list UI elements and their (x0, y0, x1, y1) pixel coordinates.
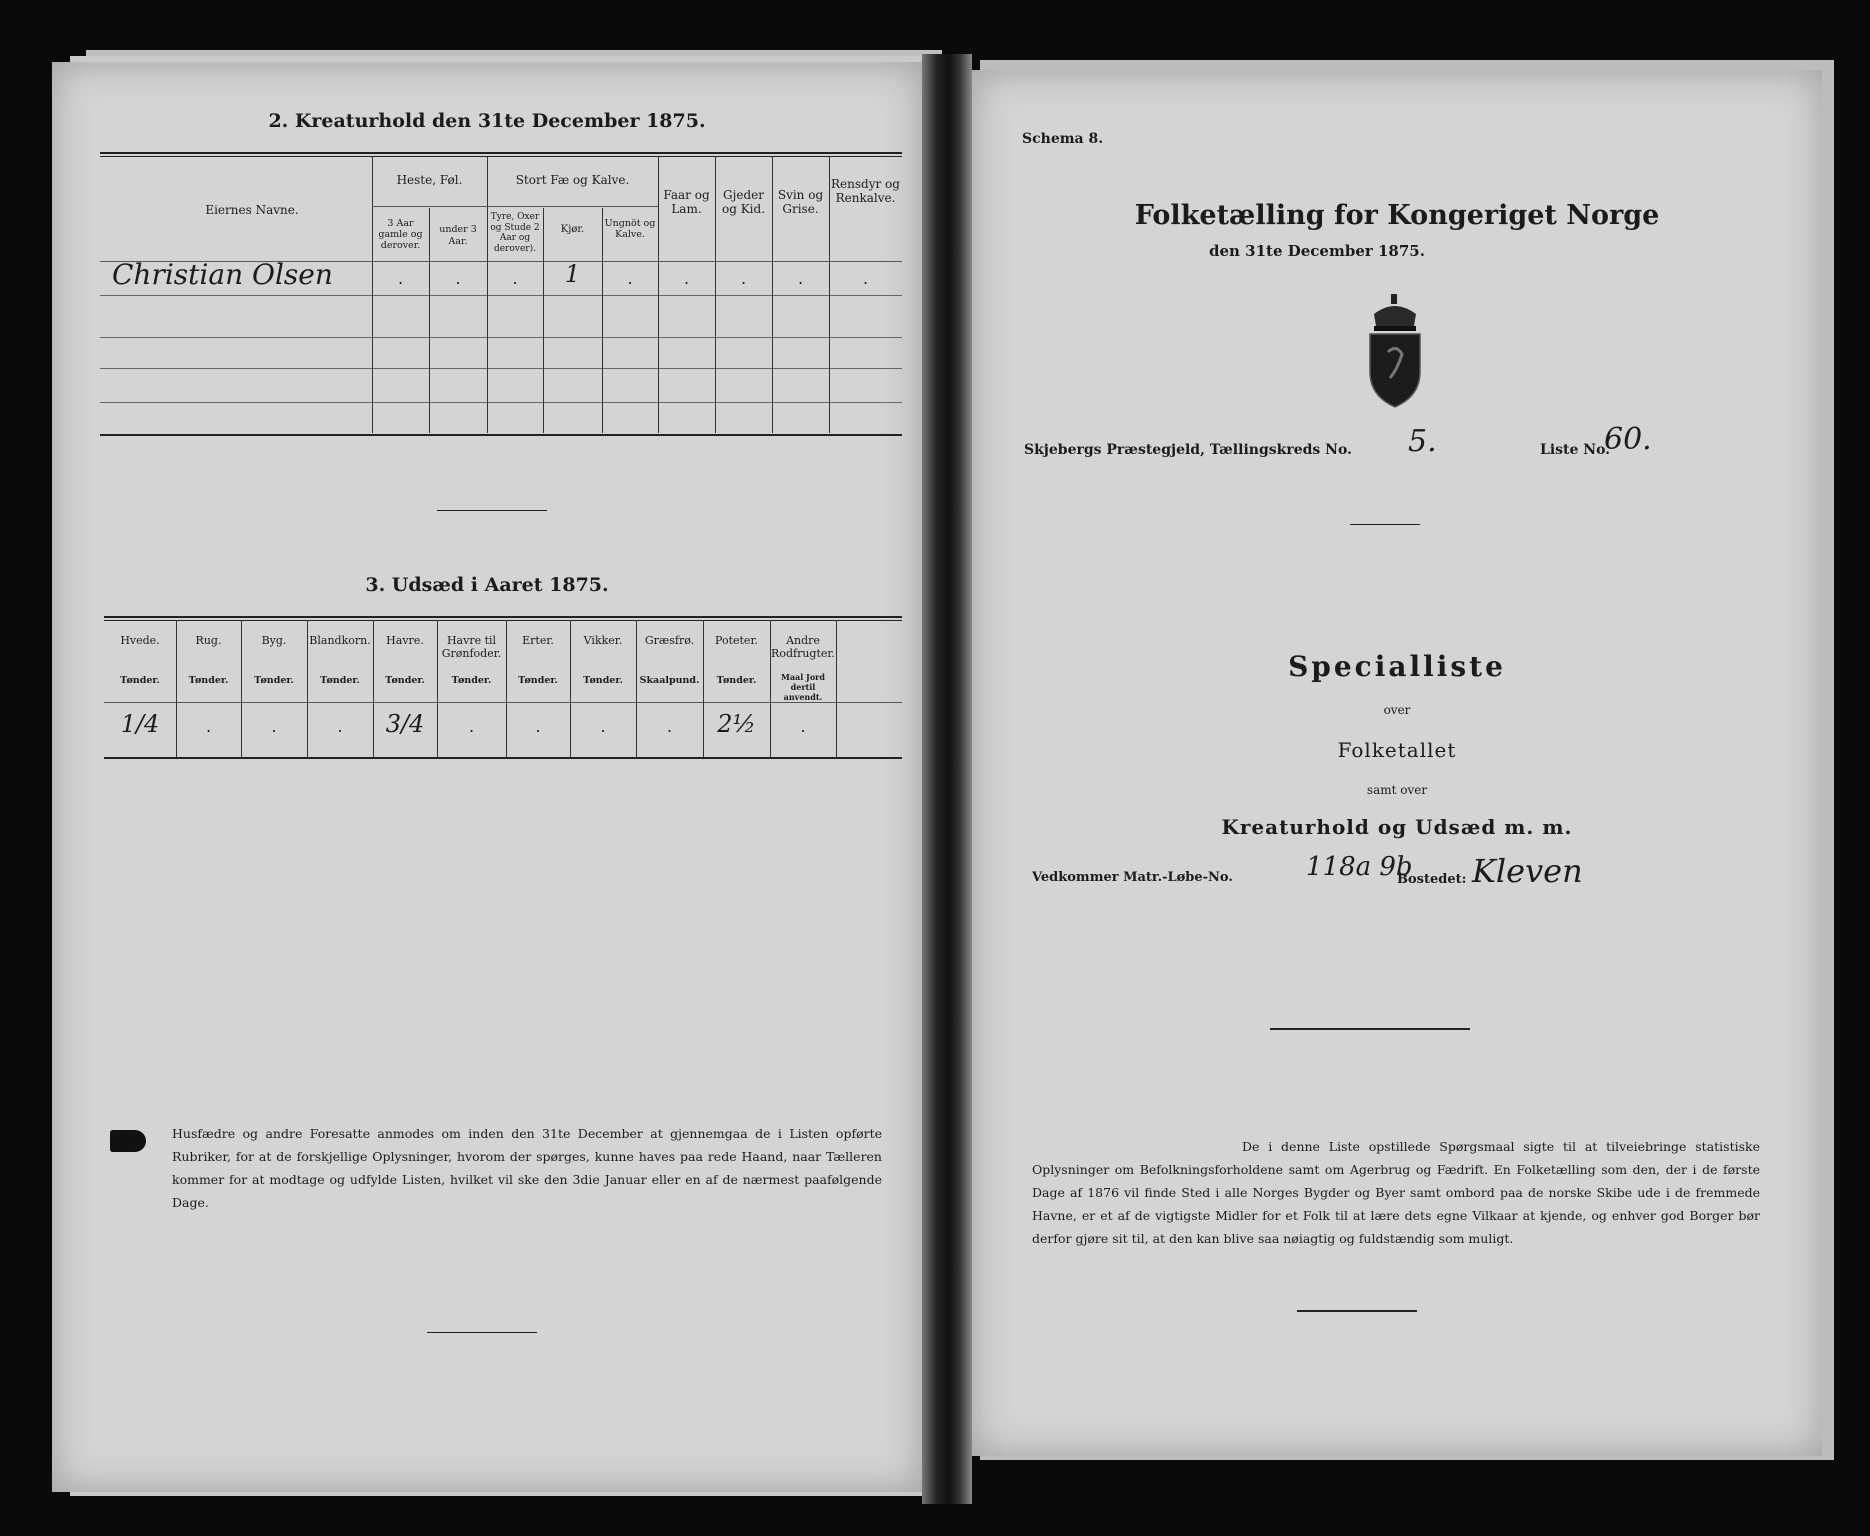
seed-header-unit: Skaalpund. (639, 675, 700, 686)
seed-value: . (666, 717, 673, 736)
right-page (972, 70, 1822, 1456)
section3-title: 3. Udsæd i Aaret 1875. (365, 574, 609, 596)
seed-value: . (468, 717, 475, 736)
header-heste: Heste, Føl. (396, 173, 463, 187)
value-cell: . (627, 269, 633, 288)
seed-header-unit: Tønder. (716, 675, 757, 686)
pointing-hand-icon (110, 1130, 146, 1152)
seed-header-name: Vikker. (583, 634, 623, 647)
divider (1297, 1310, 1417, 1312)
value-cell: 1 (564, 260, 581, 288)
seed-header-unit: Tønder. (583, 675, 623, 686)
value-cell: . (797, 269, 804, 288)
seed-header-unit: Tønder. (188, 675, 229, 686)
page-title: Folketælling for Kongeriget Norge (1134, 200, 1660, 231)
header-ungnot: Ungnöt og Kalve. (604, 218, 656, 240)
folketallet-text: Folketallet (1337, 738, 1457, 762)
seed-value: . (535, 717, 541, 736)
prestegjeld-label: Skjebergs Præstegjeld, Tællingskreds No. (1024, 442, 1352, 458)
seed-value: . (800, 717, 806, 736)
header-rensdyr: Rensdyr og Renkalve. (831, 177, 900, 205)
kreds-number: 5. (1408, 424, 1437, 459)
value-cell: . (512, 269, 518, 288)
seed-value: . (205, 717, 212, 736)
schema-label: Schema 8. (1022, 131, 1104, 147)
seed-header-name: Byg. (261, 634, 287, 647)
liste-label: Liste No. (1540, 442, 1611, 458)
seed-header-name: Erter. (522, 634, 554, 647)
seed-header-name: Rug. (195, 634, 222, 647)
bosted-label: Bostedet: (1397, 872, 1467, 887)
seed-value: 2½ (717, 710, 756, 738)
seed-header-name: Blandkorn. (309, 634, 371, 647)
seed-value: . (271, 717, 277, 736)
seed-value: . (600, 717, 606, 736)
seed-header-unit: Tønder. (451, 675, 492, 686)
divider (427, 1332, 537, 1333)
divider (437, 510, 547, 511)
seed-value: . (337, 717, 343, 736)
divider (1270, 1028, 1470, 1030)
seed-header-name: Hvede. (120, 634, 160, 647)
header-gjeder: Gjeder og Kid. (721, 188, 766, 216)
header-owner: Eiernes Navne. (205, 203, 299, 217)
kreaturhold-text: Kreaturhold og Udsæd m. m. (1221, 815, 1573, 839)
over-text: over (1383, 703, 1411, 717)
seed-header-name: Havre. (386, 634, 424, 647)
book-spine (922, 54, 972, 1504)
seed-header-name: Græsfrø. (644, 634, 695, 647)
seed-value: 3/4 (385, 710, 425, 738)
notice-text: Husfædre og andre Foresatte anmodes om inden den 31te December at gjennemgaa de i Listen opførte Rubriker, for at de forskjellige Oplysninger, hvorom der spørges, kunne haves paa rede Haand, naar Tælleren kommer for at modtage og udfylde Listen, hvilket vil ske den 3die Januar eller en af de nærmest paafølgende Dage. (172, 1126, 882, 1210)
info-paragraph: De i denne Liste opstillede Spørgsmaal sigte til at tilveiebringe statistiske Oplysninger om Befolkningsforholdene samt om Agerbrug og Fædrift. En Folketælling som den, der i de første Dage af 1876 vil finde Sted i alle Norges Bygder og Byer samt ombord paa de norske Skibe ude i de fremmede Havne, er et af de vigtigste Midler for et Folk til at lære dets egne Vilkaar at kjende, og enhver god Borger bør derfor gjøre sit til, at den kan blive saa nøiagtig og fuldstændig som muligt. (1032, 1139, 1760, 1246)
samt-over-text: samt over (1366, 783, 1428, 797)
header-tyre: Tyre, Oxer og Stude 2 Aar og derover). (490, 212, 540, 254)
value-cell: . (862, 269, 869, 288)
matr-label: Vedkommer Matr.-Løbe-No. (1032, 870, 1233, 885)
liste-number: 60. (1604, 422, 1652, 457)
header-kjor: Kjør. (560, 224, 585, 235)
left-page (52, 62, 922, 1492)
header-heste-old: 3 Aar gamle og derover. (378, 218, 423, 251)
special-title: Specialliste (1288, 650, 1506, 683)
seed-header-name: Havre til Grønfoder. (441, 634, 502, 660)
value-cell: . (740, 269, 747, 288)
seed-header-name: Poteter. (715, 634, 758, 647)
bosted-value: Kleven (1472, 852, 1583, 890)
matr-value: 118a 9b (1306, 852, 1413, 882)
seed-header-unit: Tønder. (518, 675, 558, 686)
seed-header-name: Andre Rodfrugter. (771, 634, 835, 660)
seed-header-unit: Tønder. (385, 675, 425, 686)
seed-header-unit: Tønder. (320, 675, 360, 686)
header-svin: Svin og Grise. (777, 188, 824, 216)
section2-title: 2. Kreaturhold den 31te December 1875. (268, 110, 706, 132)
owner-name: Christian Olsen (112, 258, 333, 291)
header-stort-fae: Stort Fæ og Kalve. (515, 173, 630, 187)
seed-header-unit: Tønder. (120, 675, 160, 686)
value-cell: . (683, 269, 690, 288)
seed-header-unit: Maal Jord dertil anvendt. (781, 672, 825, 702)
coat-of-arms-icon (1360, 292, 1430, 412)
value-cell: . (455, 269, 461, 288)
header-faar: Faar og Lam. (663, 188, 710, 216)
header-heste-young: under 3 Aar. (439, 224, 477, 247)
seed-value: 1/4 (120, 710, 160, 738)
value-cell: . (397, 269, 404, 288)
divider (1350, 524, 1420, 525)
seed-header-unit: Tønder. (254, 675, 294, 686)
page-subtitle: den 31te December 1875. (1209, 242, 1425, 260)
